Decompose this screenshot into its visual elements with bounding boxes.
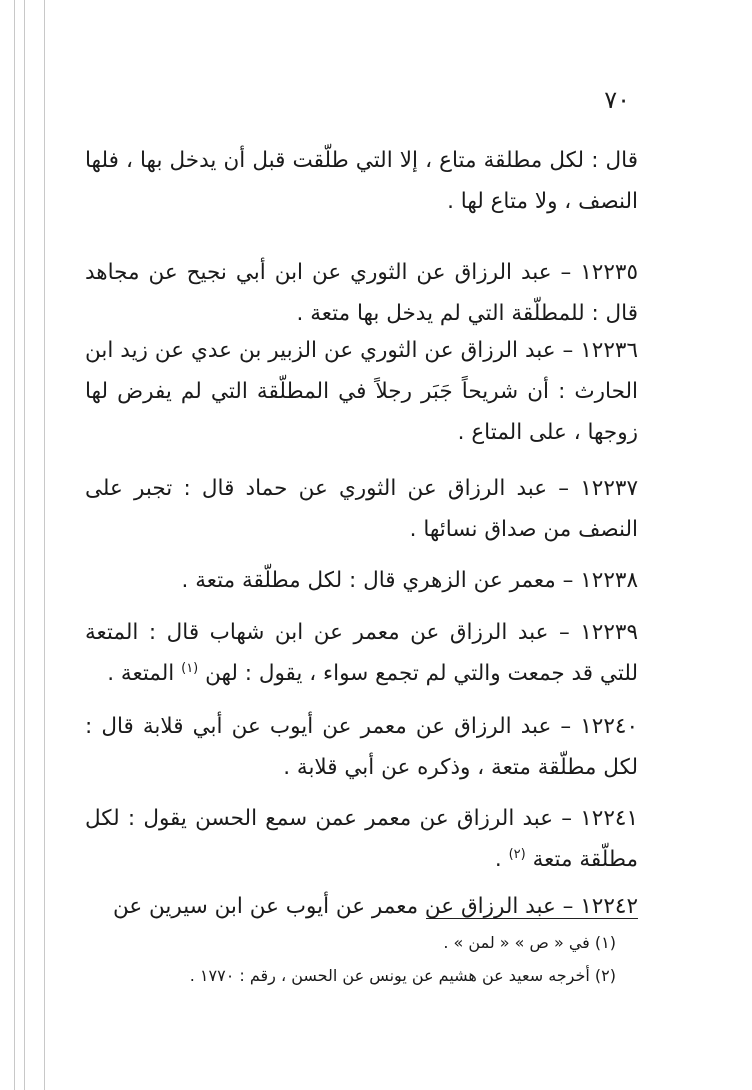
paragraph: ١٢٢٣٨ – معمر عن الزهري قال : لكل مطلّقة متعة . — [181, 568, 638, 593]
paragraph-text: ١٢٢٤١ – عبد الرزاق عن معمر عمن سمع الحسن يقول : لكل مطلّقة متعة — [85, 806, 638, 872]
scan-edge-line — [14, 0, 15, 1090]
footnote-marker: (٢) — [508, 846, 526, 862]
footnotes — [170, 926, 616, 992]
footnote: (٢) أخرجه سعيد عن هشيم عن يونس عن الحسن ، رقم : ١٧٧٠ . — [189, 966, 616, 985]
paragraph: ١٢٢٤٢ – عبد الرزاق عن معمر عن أيوب عن ابن سيرين عن — [112, 894, 638, 919]
paragraph: ١٢٢٤٠ – عبد الرزاق عن معمر عن أيوب عن أبي قلابة قال : لكل مطلّقة متعة ، وذكره عن أبي قلابة . — [85, 714, 638, 780]
scan-edge-line — [44, 0, 45, 1090]
paragraph: قال : لكل مطلقة متاع ، إلا التي طلّقت قبل أن يدخل بها ، فلها النصف ، ولا متاع لها . — [85, 148, 638, 214]
paragraph-text: . — [494, 847, 502, 872]
footnote-divider — [426, 918, 638, 919]
scan-edge-line — [24, 0, 25, 1090]
paragraph: ١٢٢٣٥ – عبد الرزاق عن الثوري عن ابن أبي نجيح عن مجاهد قال : للمطلّقة التي لم يدخل بها متعة . — [85, 260, 638, 326]
paragraph-text: ١٢٢٣٩ – عبد الرزاق عن معمر عن ابن شهاب قال : المتعة للتي قد جمعت والتي لم تجمع سواء ، يقول : لهن — [85, 620, 638, 686]
footnote: (١) في « ص » « لمن » . — [443, 933, 616, 952]
paragraph — [85, 612, 638, 694]
paragraph: ١٢٢٣٧ – عبد الرزاق عن الثوري عن حماد قال : تجبر على النصف من صداق نسائها . — [85, 476, 638, 542]
page-number: ٧٠ — [604, 86, 630, 114]
paragraph — [85, 798, 638, 880]
paragraph: ١٢٢٣٦ – عبد الرزاق عن الثوري عن الزبير بن عدي عن زيد ابن الحارث : أن شريحاً جَبَر رجلاً في المطلّقة التي لم يفرض لها زوجها ، على المتاع . — [85, 338, 638, 445]
paragraph-text: المتعة . — [107, 661, 175, 686]
footnote-marker: (١) — [181, 660, 199, 676]
